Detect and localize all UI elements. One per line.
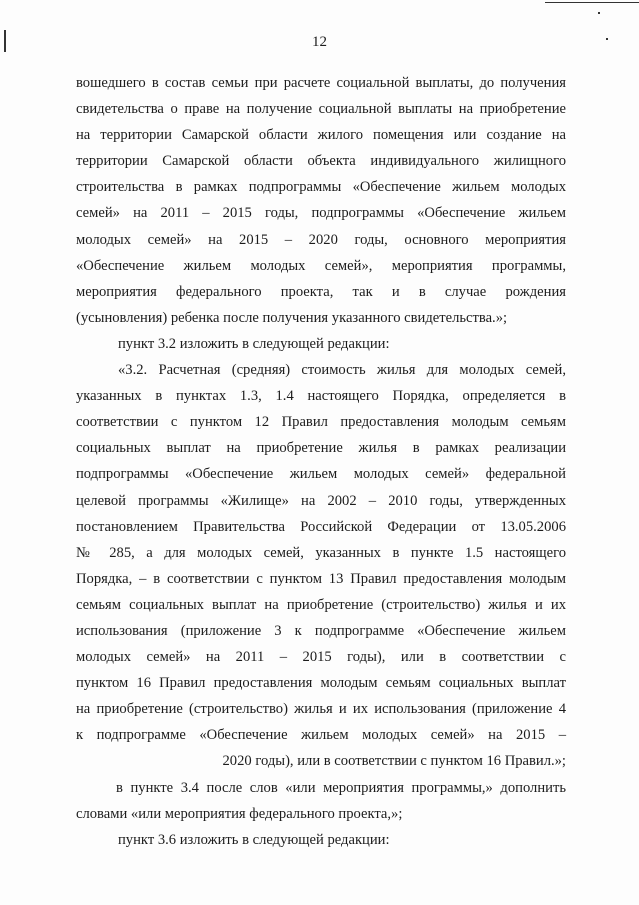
body-line: словами «или мероприятия федерального проекта,»; — [76, 805, 403, 822]
body-line: к подпрограмме «Обеспечение жильем молодых семей» на 2015 – — [76, 727, 566, 744]
document-body — [76, 70, 566, 853]
body-line: указанных в пунктах 1.3, 1.4 настоящего Порядка, определяется в — [76, 388, 566, 405]
body-line: семей» на 2011 – 2015 годы, подпрограммы «Обеспечение жильем — [76, 205, 566, 222]
body-line: 2020 годы), или в соответствии с пунктом 16 Правил.»; — [222, 753, 566, 770]
body-line: Порядка, – в соответствии с пунктом 13 Правил предоставления молодым — [76, 570, 566, 587]
paragraph-first-line: «3.2. Расчетная (средняя) стоимость жилья для молодых семей, — [118, 362, 566, 379]
body-line: молодых семей» на 2011 – 2015 годы), или в соответствии с — [76, 649, 566, 666]
body-line: на приобретение (строительство) жилья и их использования (приложение 4 — [76, 701, 566, 718]
scan-dot — [598, 12, 600, 14]
body-line: постановлением Правительства Российской Федерации от 13.05.2006 — [76, 518, 566, 535]
page-number: 12 — [312, 34, 327, 50]
body-line: «Обеспечение жильем молодых семей», мероприятия программы, — [76, 257, 566, 274]
body-line: вошедшего в состав семьи при расчете социальной выплаты, до получения — [76, 75, 566, 91]
body-line: семьям социальных выплат на приобретение (строительство) жилья и их — [76, 596, 566, 613]
body-line: молодых семей» на 2015 – 2020 годы, основного мероприятия — [76, 231, 566, 248]
body-line: № 285, а для молодых семей, указанных в пункте 1.5 настоящего — [76, 544, 566, 561]
body-line: использования (приложение 3 к подпрограмме «Обеспечение жильем — [76, 622, 566, 639]
body-line: целевой программы «Жилище» на 2002 – 2010 годы, утвержденных — [76, 492, 566, 509]
body-line: социальных выплат на приобретение жилья в рамках реализации — [76, 440, 566, 457]
scan-top-line — [545, 2, 639, 3]
body-line: территории Самарской области объекта индивидуального жилищного — [76, 153, 566, 170]
paragraph-first-line: пункт 3.2 изложить в следующей редакции: — [118, 335, 390, 352]
body-line: подпрограммы «Обеспечение жильем молодых семей» федеральной — [76, 466, 566, 483]
body-line: строительства в рамках подпрограммы «Обеспечение жильем молодых — [76, 179, 566, 196]
paragraph-first-line: в пункте 3.4 после слов «или мероприятия программы,» дополнить — [116, 779, 566, 796]
body-line: свидетельства о праве на получение социальной выплаты на приобретение — [76, 101, 566, 118]
body-line: на территории Самарской области жилого помещения или создание на — [76, 127, 566, 144]
body-line: пунктом 16 Правил предоставления молодым семьям социальных выплат — [76, 675, 566, 692]
paragraph-first-line: пункт 3.6 изложить в следующей редакции: — [118, 831, 390, 848]
body-line: (усыновления) ребенка после получения указанного свидетельства.»; — [76, 309, 508, 326]
body-line: соответствии с пунктом 12 Правил предоставления молодым семьям — [76, 414, 566, 431]
body-line: мероприятия федерального проекта, так и в случае рождения — [76, 283, 566, 300]
